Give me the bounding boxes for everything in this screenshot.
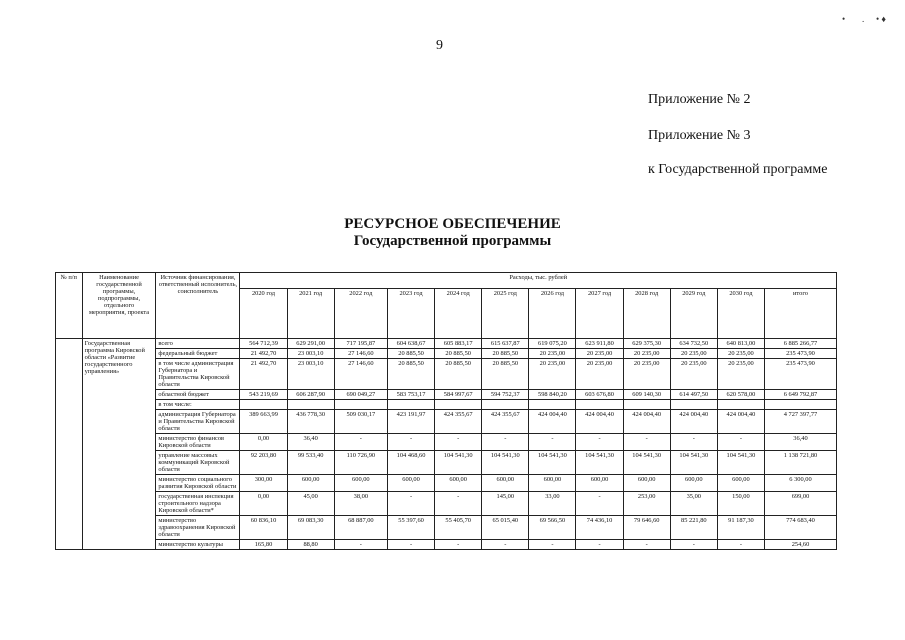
year-value-cell: 424 004,40: [529, 410, 576, 434]
document-title: [0, 216, 905, 250]
appendix-line-2: Приложение № 3: [648, 128, 751, 143]
year-value-cell: 27 146,60: [334, 359, 387, 390]
year-value-cell: 717 195,87: [334, 339, 387, 349]
year-value-cell: 23 003,10: [287, 349, 334, 359]
year-value-cell: 600,00: [482, 475, 529, 492]
year-value-cell: -: [717, 434, 764, 451]
year-value-cell: 584 997,67: [435, 390, 482, 400]
year-value-cell: 600,00: [576, 475, 623, 492]
year-value-cell: 423 191,97: [387, 410, 434, 434]
year-value-cell: -: [435, 540, 482, 550]
program-name-cell: Государственная программа Кировской области «Развитие государственного управления»: [82, 339, 156, 550]
year-value-cell: 33,00: [529, 492, 576, 516]
year-value-cell: 150,00: [717, 492, 764, 516]
year-value-cell: 21 492,70: [240, 349, 287, 359]
table-row: [56, 475, 837, 492]
year-value-cell: 614 497,50: [670, 390, 717, 400]
total-value-cell: 6 300,00: [764, 475, 836, 492]
year-value-cell: 20 885,50: [435, 349, 482, 359]
year-value-cell: 424 004,40: [717, 410, 764, 434]
year-value-cell: [529, 400, 576, 410]
funding-source-cell: федеральный бюджет: [156, 349, 240, 359]
year-value-cell: -: [482, 434, 529, 451]
year-value-cell: 600,00: [334, 475, 387, 492]
funding-source-cell: управление массовых коммуникаций Кировской области: [156, 451, 240, 475]
year-value-cell: -: [387, 540, 434, 550]
year-value-cell: 88,80: [287, 540, 334, 550]
year-value-cell: 45,00: [287, 492, 334, 516]
year-value-cell: 20 235,00: [623, 349, 670, 359]
year-value-cell: 20 885,50: [387, 349, 434, 359]
header-row-top: [56, 273, 837, 289]
year-value-cell: 104 541,30: [576, 451, 623, 475]
year-value-cell: 104 541,30: [623, 451, 670, 475]
year-value-cell: -: [670, 434, 717, 451]
year-value-cell: 36,40: [287, 434, 334, 451]
year-value-cell: 424 004,40: [623, 410, 670, 434]
year-value-cell: 27 146,60: [334, 349, 387, 359]
year-value-cell: 74 436,10: [576, 516, 623, 540]
funding-source-cell: в том числе администрация Губернатора и Правительства Кировской области: [156, 359, 240, 390]
year-header: 2020 год: [240, 289, 287, 339]
year-value-cell: 99 533,40: [287, 451, 334, 475]
year-value-cell: 20 885,50: [482, 359, 529, 390]
year-value-cell: 605 883,17: [435, 339, 482, 349]
row-number-cell: [56, 339, 83, 550]
year-value-cell: 20 235,00: [670, 359, 717, 390]
year-value-cell: 104 541,30: [482, 451, 529, 475]
year-value-cell: 68 887,00: [334, 516, 387, 540]
year-value-cell: -: [576, 492, 623, 516]
total-value-cell: 6 885 266,77: [764, 339, 836, 349]
total-value-cell: 774 683,40: [764, 516, 836, 540]
table-row: [56, 359, 837, 390]
year-value-cell: 389 663,99: [240, 410, 287, 434]
year-value-cell: [334, 400, 387, 410]
year-value-cell: 104 541,30: [435, 451, 482, 475]
total-value-cell: [764, 400, 836, 410]
year-value-cell: [576, 400, 623, 410]
year-value-cell: [435, 400, 482, 410]
year-value-cell: [240, 400, 287, 410]
total-header: итого: [764, 289, 836, 339]
year-header: 2028 год: [623, 289, 670, 339]
total-value-cell: 235 473,90: [764, 349, 836, 359]
page-number: 9: [436, 38, 443, 53]
year-value-cell: 20 235,00: [623, 359, 670, 390]
total-value-cell: 254,60: [764, 540, 836, 550]
year-value-cell: 91 187,30: [717, 516, 764, 540]
year-value-cell: 609 140,30: [623, 390, 670, 400]
year-value-cell: 20 885,50: [387, 359, 434, 390]
year-value-cell: 165,80: [240, 540, 287, 550]
year-value-cell: 424 004,40: [576, 410, 623, 434]
year-header: 2026 год: [529, 289, 576, 339]
year-value-cell: 104 541,30: [529, 451, 576, 475]
year-value-cell: 145,00: [482, 492, 529, 516]
year-value-cell: 65 015,40: [482, 516, 529, 540]
table-row: [56, 410, 837, 434]
year-value-cell: 615 637,87: [482, 339, 529, 349]
year-value-cell: 598 840,20: [529, 390, 576, 400]
year-value-cell: 20 885,50: [482, 349, 529, 359]
total-value-cell: 235 473,90: [764, 359, 836, 390]
year-header: 2022 год: [334, 289, 387, 339]
table-row: [56, 540, 837, 550]
year-value-cell: -: [576, 540, 623, 550]
year-value-cell: 600,00: [623, 475, 670, 492]
year-value-cell: -: [387, 434, 434, 451]
year-value-cell: 110 726,90: [334, 451, 387, 475]
year-value-cell: 300,00: [240, 475, 287, 492]
year-value-cell: 38,00: [334, 492, 387, 516]
funding-source-cell: государственная инспекция строительного надзора Кировской области*: [156, 492, 240, 516]
year-value-cell: 35,00: [670, 492, 717, 516]
funding-source-cell: администрация Губернатора и Правительства Кировской области: [156, 410, 240, 434]
year-value-cell: 424 355,67: [435, 410, 482, 434]
year-value-cell: [287, 400, 334, 410]
year-value-cell: 600,00: [717, 475, 764, 492]
col-number-header: № п/п: [56, 273, 83, 339]
year-value-cell: -: [576, 434, 623, 451]
funding-source-cell: в том числе:: [156, 400, 240, 410]
table-row: [56, 492, 837, 516]
funding-source-cell: министерство здравоохранения Кировской области: [156, 516, 240, 540]
year-value-cell: 509 030,17: [334, 410, 387, 434]
year-value-cell: 583 753,17: [387, 390, 434, 400]
year-value-cell: -: [529, 540, 576, 550]
year-value-cell: 594 752,37: [482, 390, 529, 400]
total-value-cell: 1 138 721,80: [764, 451, 836, 475]
year-value-cell: -: [529, 434, 576, 451]
year-value-cell: 564 712,39: [240, 339, 287, 349]
title-line-2: Государственной программы: [353, 233, 552, 249]
year-value-cell: 436 778,30: [287, 410, 334, 434]
year-value-cell: 603 676,80: [576, 390, 623, 400]
year-value-cell: 600,00: [529, 475, 576, 492]
year-value-cell: 69 566,50: [529, 516, 576, 540]
year-value-cell: 543 219,69: [240, 390, 287, 400]
year-value-cell: -: [670, 540, 717, 550]
year-value-cell: 0,00: [240, 492, 287, 516]
year-value-cell: 69 083,30: [287, 516, 334, 540]
year-header: 2021 год: [287, 289, 334, 339]
year-value-cell: 20 235,00: [529, 349, 576, 359]
year-value-cell: 629 375,30: [623, 339, 670, 349]
year-value-cell: 623 911,80: [576, 339, 623, 349]
year-value-cell: -: [435, 434, 482, 451]
year-value-cell: 104 468,60: [387, 451, 434, 475]
total-value-cell: 4 727 397,77: [764, 410, 836, 434]
year-value-cell: [670, 400, 717, 410]
year-value-cell: -: [717, 540, 764, 550]
year-header: 2024 год: [435, 289, 482, 339]
year-value-cell: 600,00: [435, 475, 482, 492]
year-value-cell: 20 235,00: [576, 349, 623, 359]
title-line-1: РЕСУРСНОЕ ОБЕСПЕЧЕНИЕ: [344, 216, 561, 232]
year-value-cell: 424 004,40: [670, 410, 717, 434]
table-row: [56, 349, 837, 359]
scan-dot-mark: .: [862, 14, 865, 24]
funding-source-cell: областной бюджет: [156, 390, 240, 400]
year-value-cell: 55 397,60: [387, 516, 434, 540]
year-value-cell: 20 235,00: [670, 349, 717, 359]
year-header: 2025 год: [482, 289, 529, 339]
table-row: [56, 434, 837, 451]
year-value-cell: -: [387, 492, 434, 516]
year-value-cell: 23 003,10: [287, 359, 334, 390]
funding-source-cell: министерство финансов Кировской области: [156, 434, 240, 451]
table-row: [56, 339, 837, 349]
scan-dot-mark: •: [842, 14, 846, 24]
year-value-cell: 424 355,67: [482, 410, 529, 434]
year-header: 2029 год: [670, 289, 717, 339]
year-value-cell: 92 203,80: [240, 451, 287, 475]
year-value-cell: 20 235,00: [717, 359, 764, 390]
year-header: 2027 год: [576, 289, 623, 339]
year-value-cell: 604 638,67: [387, 339, 434, 349]
table-row: [56, 400, 837, 410]
year-value-cell: 253,00: [623, 492, 670, 516]
year-value-cell: 606 287,90: [287, 390, 334, 400]
year-value-cell: 104 541,30: [670, 451, 717, 475]
table-row: [56, 516, 837, 540]
year-value-cell: 104 541,30: [717, 451, 764, 475]
year-value-cell: 20 235,00: [529, 359, 576, 390]
total-value-cell: 36,40: [764, 434, 836, 451]
year-value-cell: 20 235,00: [576, 359, 623, 390]
year-value-cell: 20 885,50: [435, 359, 482, 390]
table-row: [56, 390, 837, 400]
year-value-cell: [717, 400, 764, 410]
year-value-cell: -: [482, 540, 529, 550]
funding-source-cell: министерство культуры: [156, 540, 240, 550]
year-value-cell: [623, 400, 670, 410]
table-row: [56, 451, 837, 475]
year-value-cell: -: [334, 540, 387, 550]
appendix-line-1: Приложение № 2: [648, 92, 751, 107]
year-value-cell: 690 049,27: [334, 390, 387, 400]
col-source-header: Источник финансирования, ответственный исполнитель, соисполнитель: [156, 273, 240, 339]
appendix-line-3: к Государственной программе: [648, 162, 828, 177]
year-value-cell: 600,00: [287, 475, 334, 492]
year-value-cell: 0,00: [240, 434, 287, 451]
year-header: 2030 год: [717, 289, 764, 339]
year-value-cell: [387, 400, 434, 410]
year-value-cell: -: [334, 434, 387, 451]
funding-source-cell: министерство социального развития Кировской области: [156, 475, 240, 492]
total-value-cell: 6 649 792,87: [764, 390, 836, 400]
funding-source-cell: всего: [156, 339, 240, 349]
year-value-cell: 21 492,70: [240, 359, 287, 390]
year-value-cell: -: [623, 434, 670, 451]
year-value-cell: 85 221,80: [670, 516, 717, 540]
year-header: 2023 год: [387, 289, 434, 339]
year-value-cell: 629 291,00: [287, 339, 334, 349]
year-value-cell: 600,00: [670, 475, 717, 492]
year-value-cell: 634 732,50: [670, 339, 717, 349]
col-expenses-header: Расходы, тыс. рублей: [240, 273, 837, 289]
year-value-cell: 619 075,20: [529, 339, 576, 349]
col-name-header: Наименование государственной программы, подпрограммы, отдельного мероприятия, проекта: [82, 273, 156, 339]
year-value-cell: 60 836,10: [240, 516, 287, 540]
year-value-cell: 620 578,00: [717, 390, 764, 400]
year-value-cell: -: [623, 540, 670, 550]
scan-dot-mark: • ♦: [876, 14, 886, 24]
year-value-cell: 79 646,60: [623, 516, 670, 540]
year-value-cell: 55 405,70: [435, 516, 482, 540]
year-value-cell: 640 813,00: [717, 339, 764, 349]
year-value-cell: 20 235,00: [717, 349, 764, 359]
year-value-cell: -: [435, 492, 482, 516]
resource-table: [55, 272, 837, 550]
total-value-cell: 699,00: [764, 492, 836, 516]
year-value-cell: [482, 400, 529, 410]
year-value-cell: 600,00: [387, 475, 434, 492]
